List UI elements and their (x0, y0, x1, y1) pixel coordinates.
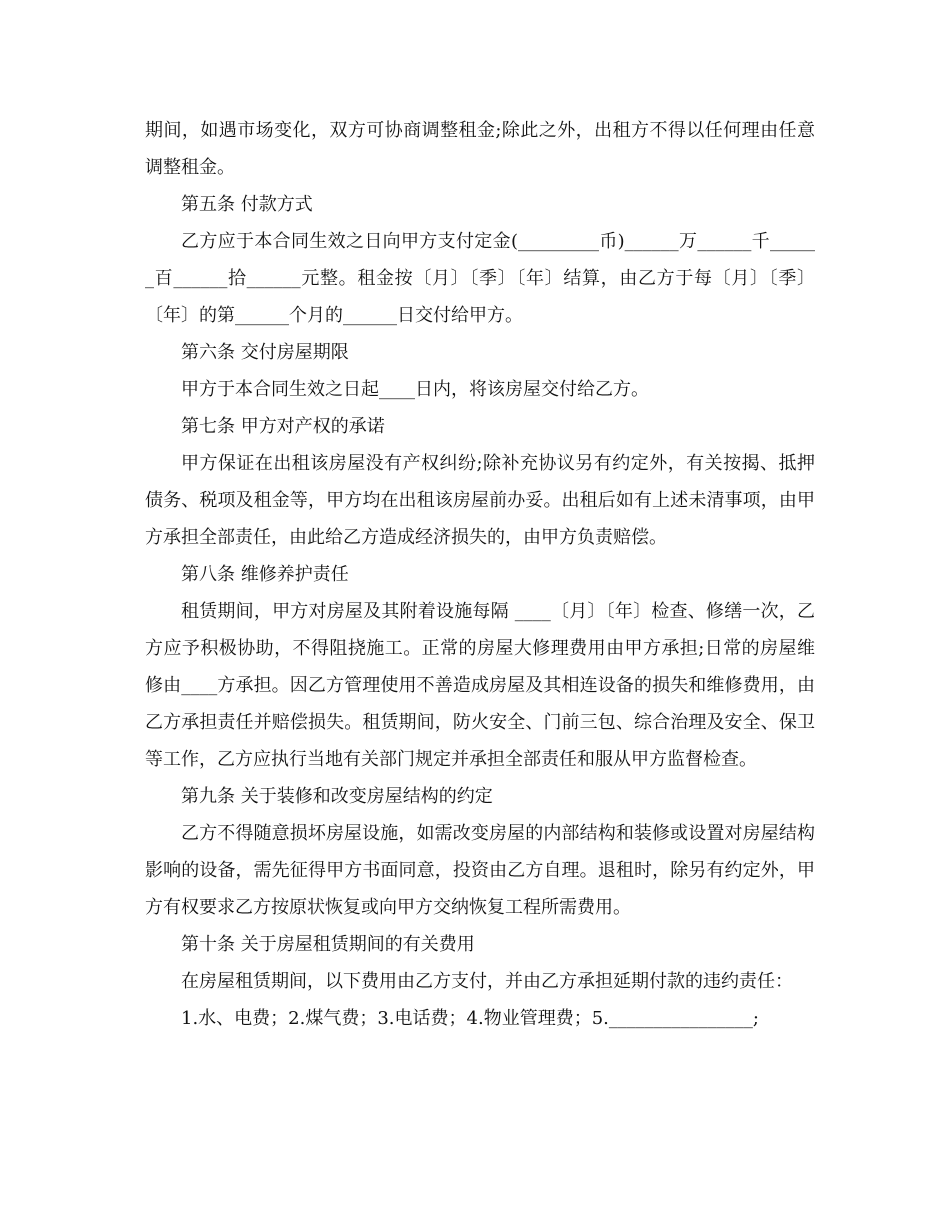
article-heading: 第八条 维修养护责任 (181, 564, 349, 585)
paragraph: 租赁期间，甲方对房屋及其附着设施每隔 ____〔月〕〔年〕检查、修缮一次，乙方应予积极协助，不得阻挠施工。正常的房屋大修理费用由甲方承担;日常的房屋维修由____方承担。因乙方管理使用不善造成房屋及其相连设备的损失和维修费用，由乙方承担责任并赔偿损失。租赁期间，防火安全、门前三包、综合治理及安全、保卫等工作，乙方应执行当地有关部门规定并承担全部责任和服从甲方监督检查。 (145, 601, 815, 770)
article-heading: 第十条 关于房屋租赁期间的有关费用 (181, 934, 475, 955)
paragraph: 期间，如遇市场变化，双方可协商调整租金;除此之外，出租方不得以任何理由任意调整租金。 (145, 120, 815, 178)
paragraph: 1.水、电费；2.煤气费；3.电话费；4.物业管理费；5.________________; (181, 1008, 759, 1029)
paragraph: 乙方不得随意损坏房屋设施，如需改变房屋的内部结构和装修或设置对房屋结构影响的设备，需先征得甲方书面同意，投资由乙方自理。退租时，除另有约定外，甲方有权要求乙方按原状恢复或向甲方交纳恢复工程所需费用。 (145, 823, 815, 918)
paragraph: 乙方应于本合同生效之日向甲方支付定金(_________币)______万______千______百______拾______元整。租金按〔月〕〔季〕〔年〕结算，由乙方于每〔月〕〔季〕〔年〕的第______个月的______日交付给甲方。 (145, 231, 815, 326)
paragraph: 甲方于本合同生效之日起____日内，将该房屋交付给乙方。 (181, 379, 649, 400)
paragraph: 甲方保证在出租该房屋没有产权纠纷;除补充协议另有约定外，有关按揭、抵押债务、税项及租金等，甲方均在出租该房屋前办妥。出租后如有上述未清事项，由甲方承担全部责任，由此给乙方造成经济损失的，由甲方负责赔偿。 (145, 453, 815, 548)
paragraph: 在房屋租赁期间，以下费用由乙方支付，并由乙方承担延期付款的违约责任： (181, 971, 793, 992)
article-heading: 第九条 关于装修和改变房屋结构的约定 (181, 786, 493, 807)
document-body (145, 112, 815, 1037)
article-heading: 第五条 付款方式 (181, 194, 313, 215)
article-heading: 第七条 甲方对产权的承诺 (181, 416, 385, 437)
article-heading: 第六条 交付房屋期限 (181, 342, 349, 363)
